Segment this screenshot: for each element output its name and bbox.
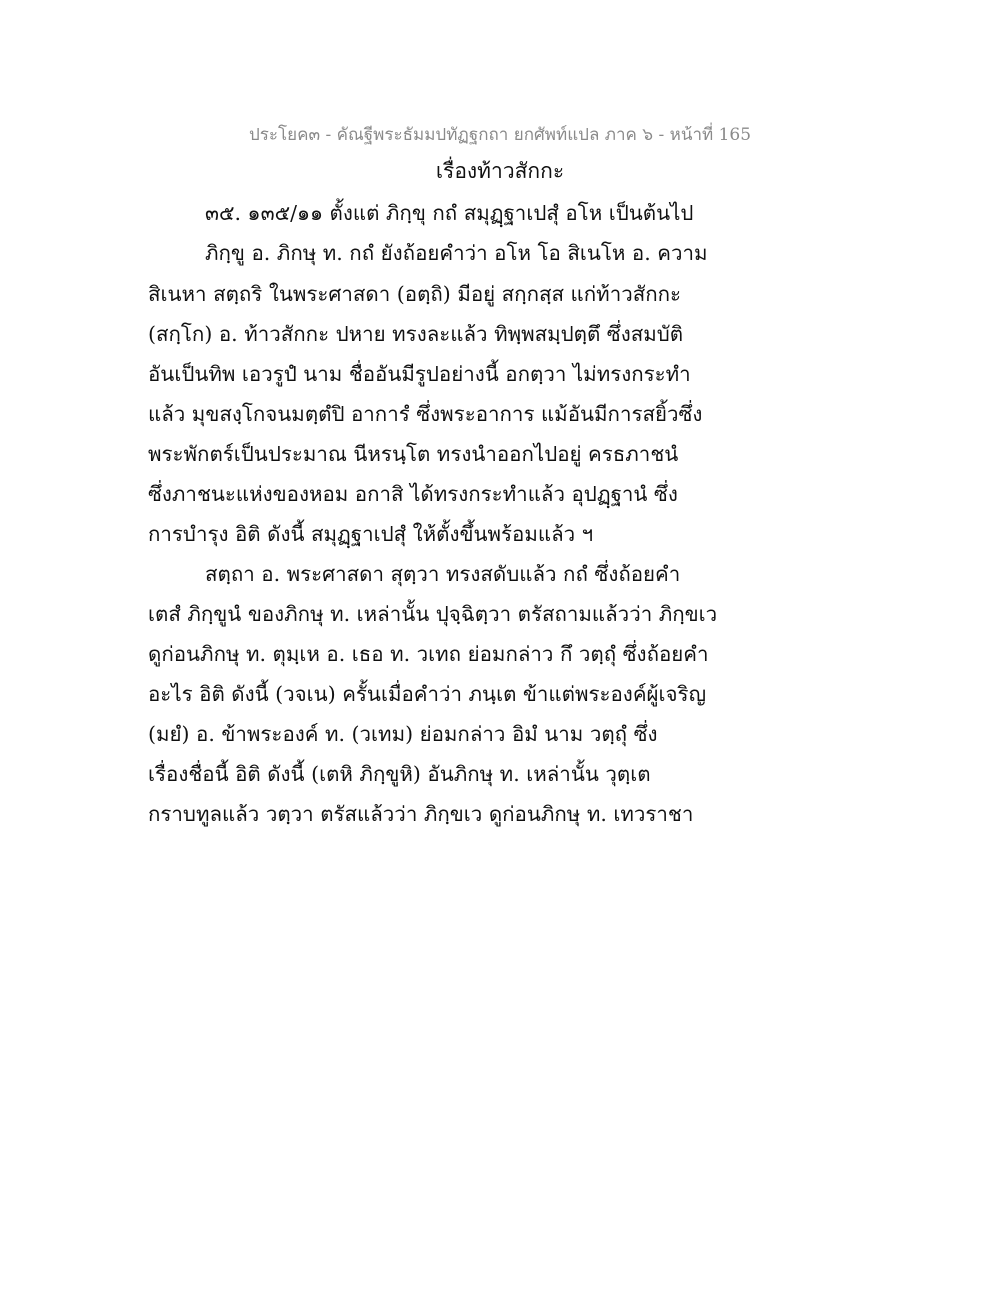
story-title: เรื่องท้าวสักกะ bbox=[435, 159, 565, 183]
text-line: อะไร อิติ ดังนี้ (วจเน) ครั้นเมื่อคำว่า ภนฺเต ข้าแต่พระองค์ผู้เจริญ bbox=[148, 682, 707, 706]
text-line: เรื่องชื่อนี้ อิติ ดังนี้ (เตหิ ภิกฺขูหิ) อันภิกษุ ท. เหล่านั้น วุตฺเต bbox=[148, 762, 651, 786]
text-line: สตฺถา อ. พระศาสดา สุตฺวา ทรงสดับแล้ว กถํ ซึ่งถ้อยคำ bbox=[205, 562, 681, 586]
text-line: พระพักตร์เป็นประมาณ นีหรนฺโต ทรงนำออกไปอยู่ ครธภาชนํ bbox=[148, 442, 679, 466]
text-line: กราบทูลแล้ว วตฺวา ตรัสแล้วว่า ภิกฺขเว ดูก่อนภิกษุ ท. เทวราชา bbox=[148, 802, 694, 826]
text-line: ภิกฺขู อ. ภิกษุ ท. กถํ ยังถ้อยคำว่า อโห โอ สิเนโห อ. ความ bbox=[205, 241, 708, 265]
text-line: สิเนหา สตฺถริ ในพระศาสดา (อตฺถิ) มีอยู่ สกฺกสฺส แก่ท้าวสักกะ bbox=[148, 282, 682, 306]
text-line: อันเป็นทิพ เอวรูปํ นาม ชื่ออันมีรูปอย่างนี้ อกตฺวา ไม่ทรงกระทำ bbox=[148, 362, 691, 386]
text-line: ซึ่งภาชนะแห่งของหอม อกาสิ ได้ทรงกระทำแล้ว อุปฏฺฐานํ ซึ่ง bbox=[148, 482, 678, 506]
text-line: ๓๕. ๑๓๕/๑๑ ตั้งแต่ ภิกฺขุ กถํ สมุฏฺฐาเปสุํ อโห เป็นต้นไป bbox=[205, 201, 694, 225]
text-line: ดูก่อนภิกษุ ท. ตุมฺเห อ. เธอ ท. วเทถ ย่อมกล่าว กึ วตฺถุํ ซึ่งถ้อยคำ bbox=[148, 642, 709, 666]
running-head: ประโยค๓ - คัณฐีพระธัมมปทัฏฐกถา ยกศัพท์แปล ภาค ๖ - หน้าที่ 165 bbox=[248, 125, 752, 145]
text-line: (สกฺโก) อ. ท้าวสักกะ ปหาย ทรงละแล้ว ทิพฺพสมฺปตฺตึ ซึ่งสมบัติ bbox=[148, 322, 684, 346]
text-line: การบำรุง อิติ ดังนี้ สมุฏฺฐาเปสุํ ให้ตั้งขึ้นพร้อมแล้ว ฯ bbox=[148, 522, 594, 546]
text-line: (มยํ) อ. ข้าพระองค์ ท. (วเทม) ย่อมกล่าว อิมํ นาม วตฺถุํ ซึ่ง bbox=[148, 722, 658, 746]
text-line: แล้ว มุขสงฺโกจนมตฺตํปิ อาการํ ซึ่งพระอาการ แม้อันมีการสยิ้วซึ่ง bbox=[148, 402, 703, 426]
text-line: เตสํ ภิกฺขูนํ ของภิกษุ ท. เหล่านั้น ปุจฺฉิตฺวา ตรัสถามแล้วว่า ภิกฺขเว bbox=[148, 602, 718, 626]
